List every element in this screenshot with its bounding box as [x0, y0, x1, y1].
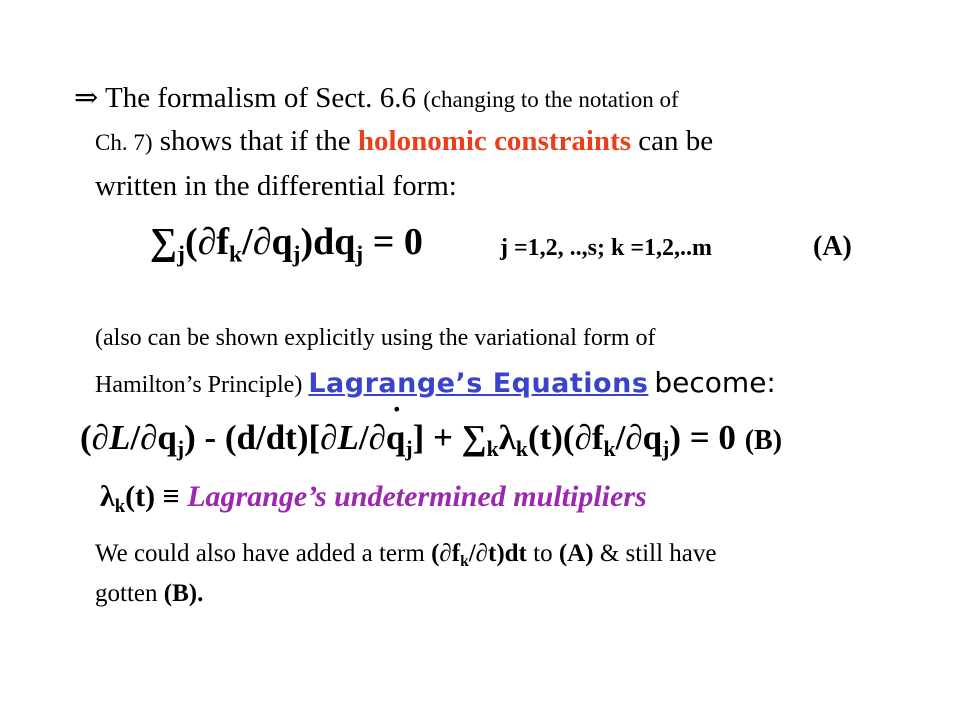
eq-a-sub-k: k	[229, 241, 243, 268]
eq-a-sub-j: j	[292, 241, 301, 268]
equation-a-label	[813, 231, 852, 263]
eq-b-lagrangian: L	[337, 418, 359, 457]
equation-a-ranges	[500, 235, 712, 262]
eq-b-part: /∂	[358, 418, 386, 457]
eq-a-part: /∂q	[242, 221, 293, 263]
hamilton-principle-text: Hamilton’s Principle)	[95, 372, 303, 398]
para2-line1-text: (also can be shown explicitly using the variational form of	[95, 325, 656, 351]
equation-a	[150, 220, 423, 268]
lambda-sub-k: k	[114, 495, 126, 517]
eq-b-part: (t)(∂f	[527, 418, 604, 457]
equation-b	[80, 418, 783, 461]
become-text: become:	[654, 366, 776, 399]
eq-b-equals-zero: ) = 0	[669, 418, 736, 457]
eq-b-sub-j: j	[662, 436, 670, 461]
para3-line2	[95, 580, 203, 608]
para3-ref-a: (A)	[558, 540, 594, 567]
eq-a-part: (∂f	[184, 221, 230, 263]
bullet-line-1	[74, 80, 679, 115]
eq-b-part: (∂	[80, 418, 109, 457]
lambda-symbol: λ	[498, 418, 516, 457]
line2-small: Ch. 7)	[95, 130, 153, 155]
equiv-symbol: ≡	[162, 480, 180, 513]
para3-gotten: gotten	[95, 580, 158, 607]
undetermined-multipliers-text: Lagrange’s undetermined multipliers	[187, 480, 647, 513]
eq-a-part: )dq	[300, 221, 356, 263]
bullet-line-3	[95, 170, 457, 203]
eq-a-equals-zero: = 0	[372, 221, 423, 263]
bullet-line-2	[95, 125, 713, 158]
eq-b-part: ) - (d/dt)[∂	[184, 418, 338, 457]
constraints-text: constraints	[494, 125, 632, 157]
para3-end: & still have	[599, 540, 717, 567]
lambda-symbol: λ	[100, 480, 115, 513]
lagranges-equations-link[interactable]: Lagrange’s Equations	[308, 368, 649, 399]
para3-text: We could also have added a term	[95, 540, 425, 567]
implies-arrow-icon: ⇒	[74, 82, 99, 114]
para3-term: (∂f	[431, 540, 461, 567]
eq-a-ranges: j =1,2, ..,s; k =1,2,..m	[500, 235, 713, 261]
eq-b-label: (B)	[744, 425, 783, 456]
para3-ref-b: (B).	[163, 580, 204, 607]
eq-b-part: /∂q	[130, 418, 177, 457]
eq-a-sub-j: j	[177, 241, 185, 268]
para3-to: to	[533, 540, 553, 567]
eq-b-sub-k: k	[603, 436, 616, 461]
eq-b-part: ] + ∑	[412, 418, 487, 457]
eq-b-sub-j: j	[176, 436, 185, 461]
q-dot: q ˙	[386, 418, 405, 458]
line3-text: written in the differential	[95, 170, 386, 202]
para3-term: /∂t)dt	[468, 540, 527, 567]
sum-symbol: ∑	[150, 221, 178, 263]
line1-paren: (changing to the notation of	[423, 87, 679, 112]
line3-end: form:	[392, 170, 457, 202]
eq-a-label: (A)	[813, 231, 852, 262]
eq-b-part: /∂q	[615, 418, 663, 457]
lambda-t: (t)	[125, 480, 156, 513]
line2-shows: shows that if the	[159, 125, 351, 157]
line1-text-b: of Sect.	[283, 82, 373, 114]
para3-line1	[95, 540, 716, 568]
eq-b-lagrangian: L	[108, 418, 131, 457]
eq-b-sub-j: j	[405, 436, 413, 461]
line2-end: can be	[638, 125, 714, 157]
eq-b-sub-k: k	[486, 436, 499, 461]
eq-b-sub-k: k	[515, 436, 528, 461]
para2-line1	[95, 325, 656, 352]
holonomic-text: holonomic	[357, 125, 487, 157]
line1-sect: 6.6	[379, 82, 416, 114]
para3-sub-k: k	[460, 552, 469, 570]
para2-line2	[95, 366, 776, 399]
lambda-definition	[100, 480, 647, 517]
line1-text: The formalism	[105, 82, 277, 114]
eq-a-sub-j: j	[355, 241, 364, 268]
